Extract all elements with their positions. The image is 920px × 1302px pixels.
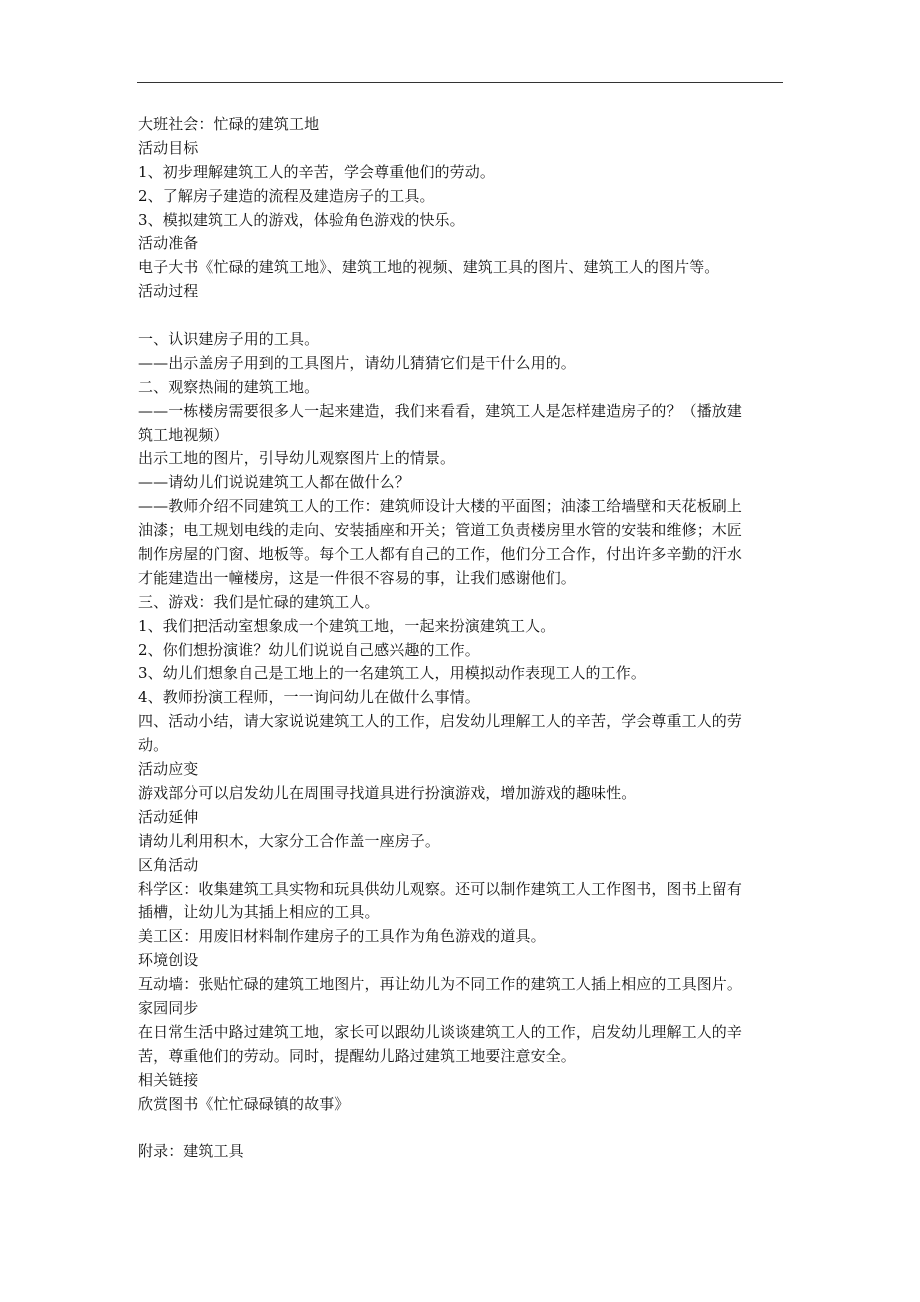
text-line: 一、认识建房子用的工具。 [138,330,320,349]
text-line: 出示工地的图片，引导幼儿观察图片上的情景。 [138,449,456,468]
text-line: 科学区：收集建筑工具实物和玩具供幼儿观察。还可以制作建筑工人工作图书，图书上留有 [138,879,743,898]
text-line: 筑工地视频） [138,425,229,444]
text-line: 相关链接 [138,1070,199,1089]
text-line: 活动延伸 [138,807,199,826]
text-line: ——教师介绍不同建筑工人的工作：建筑师设计大楼的平面图；油漆工给墙壁和天花板刷上 [138,497,743,516]
text-line: ——请幼儿们说说建筑工人都在做什么？ [138,473,410,492]
text-line: 插槽，让幼儿为其插上相应的工具。 [138,903,380,922]
text-line: 三、游戏：我们是忙碌的建筑工人。 [138,592,380,611]
text-line: 2、了解房子建造的流程及建造房子的工具。 [138,186,435,205]
text-line: 活动准备 [138,234,199,253]
text-line: 活动应变 [138,760,199,779]
text-line: 活动目标 [138,138,199,157]
text-line: 家园同步 [138,998,199,1017]
blank-line [138,1116,786,1140]
text-line: 欣赏图书《忙忙碌碌镇的故事》 [138,1094,350,1113]
text-line: 苦，尊重他们的劳动。同时，提醒幼儿路过建筑工地要注意安全。 [138,1046,576,1065]
text-line: ——出示盖房子用到的工具图片，请幼儿猜猜它们是干什么用的。 [138,353,576,372]
text-line: 3、幼儿们想象自己是工地上的一名建筑工人，用模拟动作表现工人的工作。 [138,664,646,683]
text-line: 才能建造出一幢楼房，这是一件很不容易的事，让我们感谢他们。 [138,568,576,587]
text-line: 1、我们把活动室想象成一个建筑工地，一起来扮演建筑工人。 [138,616,556,635]
text-line: 动。 [138,736,169,755]
text-line: 美工区：用废旧材料制作建房子的工具作为角色游戏的道具。 [138,927,546,946]
text-line: 游戏部分可以启发幼儿在周围寻找道具进行扮演游戏，增加游戏的趣味性。 [138,783,637,802]
text-line: 制作房屋的门窗、地板等。每个工人都有自己的工作，他们分工合作，付出许多辛勤的汗水 [138,545,743,564]
text-line: 附录：建筑工具 [138,1142,244,1161]
text-line: 2、你们想扮演谁？幼儿们说说自己感兴趣的工作。 [138,640,480,659]
text-line: 请幼儿利用积木，大家分工合作盖一座房子。 [138,831,441,850]
text-line: 电子大书《忙碌的建筑工地》、建筑工地的视频、建筑工具的图片、建筑工人的图片等。 [138,258,720,277]
text-line: 油漆；电工规划电线的走向、安装插座和开关；管道工负责楼房里水管的安装和维修；木匠 [138,521,743,540]
text-line: 互动墙：张贴忙碌的建筑工地图片，再让幼儿为不同工作的建筑工人插上相应的工具图片。 [138,975,743,994]
blank-line [138,304,786,328]
text-line: 四、活动小结，请大家说说建筑工人的工作，启发幼儿理解工人的辛苦，学会尊重工人的劳 [138,712,743,731]
text-line: 3、模拟建筑工人的游戏，体验角色游戏的快乐。 [138,210,465,229]
text-line: 环境创设 [138,951,199,970]
text-line: ——一栋楼房需要很多人一起来建造，我们来看看，建筑工人是怎样建造房子的？（播放建 [138,401,743,420]
text-line: 1、初步理解建筑工人的辛苦，学会尊重他们的劳动。 [138,162,495,181]
text-line: 4、教师扮演工程师，一一询问幼儿在做什么事情。 [138,688,480,707]
text-line: 二、观察热闹的建筑工地。 [138,377,320,396]
header-rule [137,82,783,83]
text-line: 在日常生活中路过建筑工地，家长可以跟幼儿谈谈建筑工人的工作，启发幼儿理解工人的辛 [138,1022,743,1041]
text-line: 活动过程 [138,282,199,301]
text-line: 区角活动 [138,855,199,874]
document-title: 大班社会：忙碌的建筑工地 [138,115,320,133]
document-body [138,113,786,1164]
